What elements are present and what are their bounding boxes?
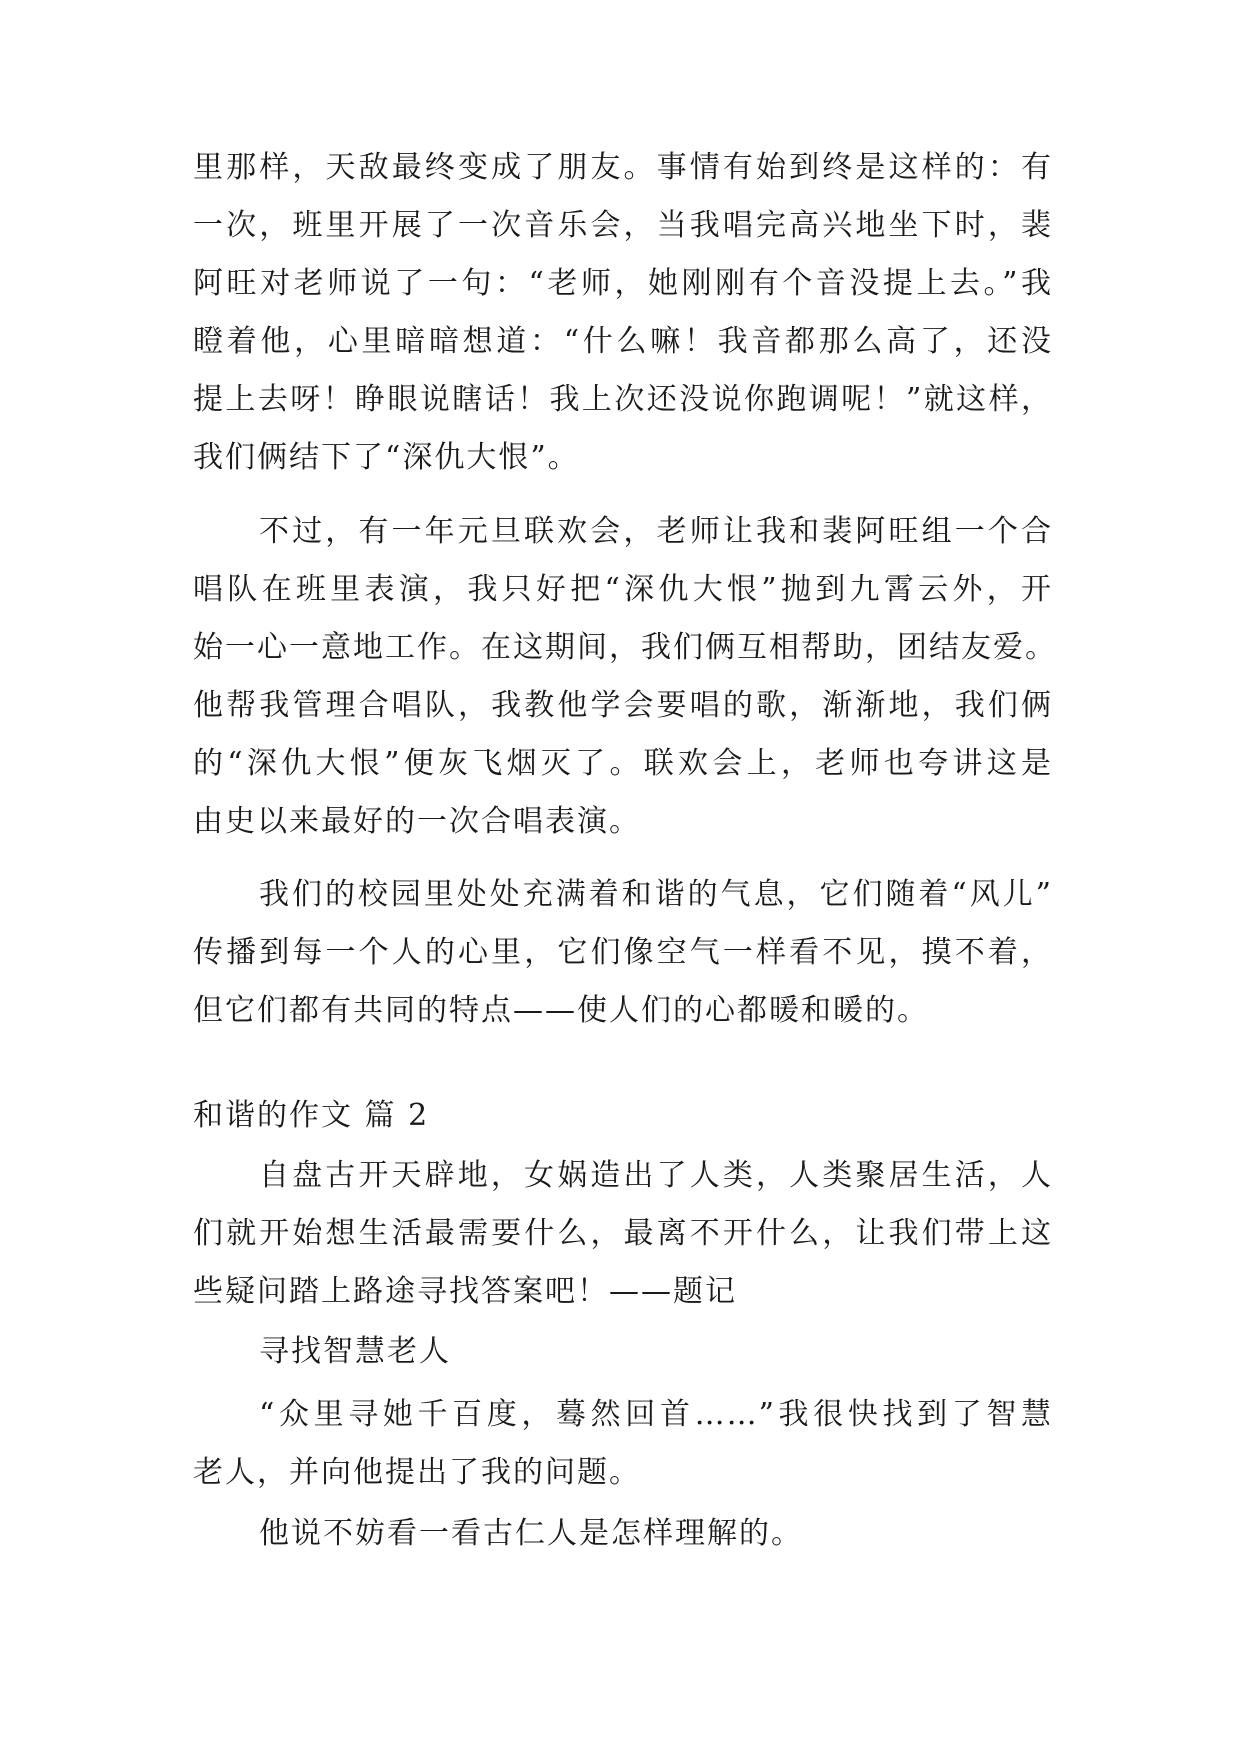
paragraph-4-line: 们就开始想生活最需要什么，最离不开什么，让我们带上这 [193, 1216, 1053, 1251]
paragraph-2 [193, 503, 1057, 851]
paragraph-5-line: 寻找智慧老人 [259, 1334, 451, 1369]
paragraph-4-line: 自盘古开天辟地，女娲造出了人类，人类聚居生活，人 [259, 1158, 1053, 1193]
paragraph-3-line: 我们的校园里处处充满着和谐的气息，它们随着“风儿” [259, 877, 1053, 912]
paragraph-4-line: 些疑问踏上路途寻找答案吧！——题记 [193, 1274, 737, 1309]
paragraph-1-line: 提上去呀！睁眼说瞎话！我上次还没说你跑调呢！”就这样， [193, 382, 1053, 417]
paragraph-7-line: 他说不妨看一看古仁人是怎样理解的。 [259, 1516, 803, 1551]
paragraph-2-line: 唱队在班里表演，我只好把“深仇大恨”抛到九霄云外，开 [193, 572, 1053, 607]
paragraph-6-line: 老人，并向他提出了我的问题。 [193, 1455, 641, 1490]
paragraph-3-line: 传播到每一个人的心里，它们像空气一样看不见，摸不着， [193, 935, 1053, 970]
paragraph-3-line: 但它们都有共同的特点——使人们的心都暖和暖的。 [193, 993, 929, 1028]
paragraph-6-line: “众里寻她千百度，蓦然回首……”我很快找到了智慧 [259, 1397, 1053, 1432]
paragraph-1-line: 里那样，天敌最终变成了朋友。事情有始到终是这样的：有 [193, 150, 1053, 185]
paragraph-3 [193, 866, 1053, 1040]
paragraph-7 [193, 1505, 1053, 1563]
paragraph-5 [193, 1323, 1053, 1381]
paragraph-1-line: 我们俩结下了“深仇大恨”。 [193, 440, 580, 475]
paragraph-2-line: 由史以来最好的一次合唱表演。 [193, 804, 641, 839]
section-heading-block [193, 1087, 1053, 1145]
paragraph-1-line: 瞪着他，心里暗暗想道：“什么嘛！我音都那么高了，还没 [193, 324, 1053, 359]
paragraph-1 [193, 139, 1053, 487]
paragraph-1-line: 阿旺对老师说了一句：“老师，她刚刚有个音没提上去。”我 [193, 266, 1053, 301]
paragraph-2-line: 始一心一意地工作。在这期间，我们俩互相帮助，团结友爱。 [193, 630, 1057, 665]
paragraph-6 [193, 1386, 1053, 1502]
paragraph-4 [193, 1147, 1053, 1321]
paragraph-2-line: 的“深仇大恨”便灰飞烟灭了。联欢会上，老师也夸讲这是 [193, 746, 1053, 781]
paragraph-1-line: 一次，班里开展了一次音乐会，当我唱完高兴地坐下时，裴 [193, 208, 1053, 243]
paragraph-2-line: 他帮我管理合唱队，我教他学会要唱的歌，渐渐地，我们俩 [193, 688, 1053, 723]
section-heading: 和谐的作文 篇 2 [193, 1098, 430, 1133]
paragraph-2-line: 不过，有一年元旦联欢会，老师让我和裴阿旺组一个合 [259, 514, 1053, 549]
